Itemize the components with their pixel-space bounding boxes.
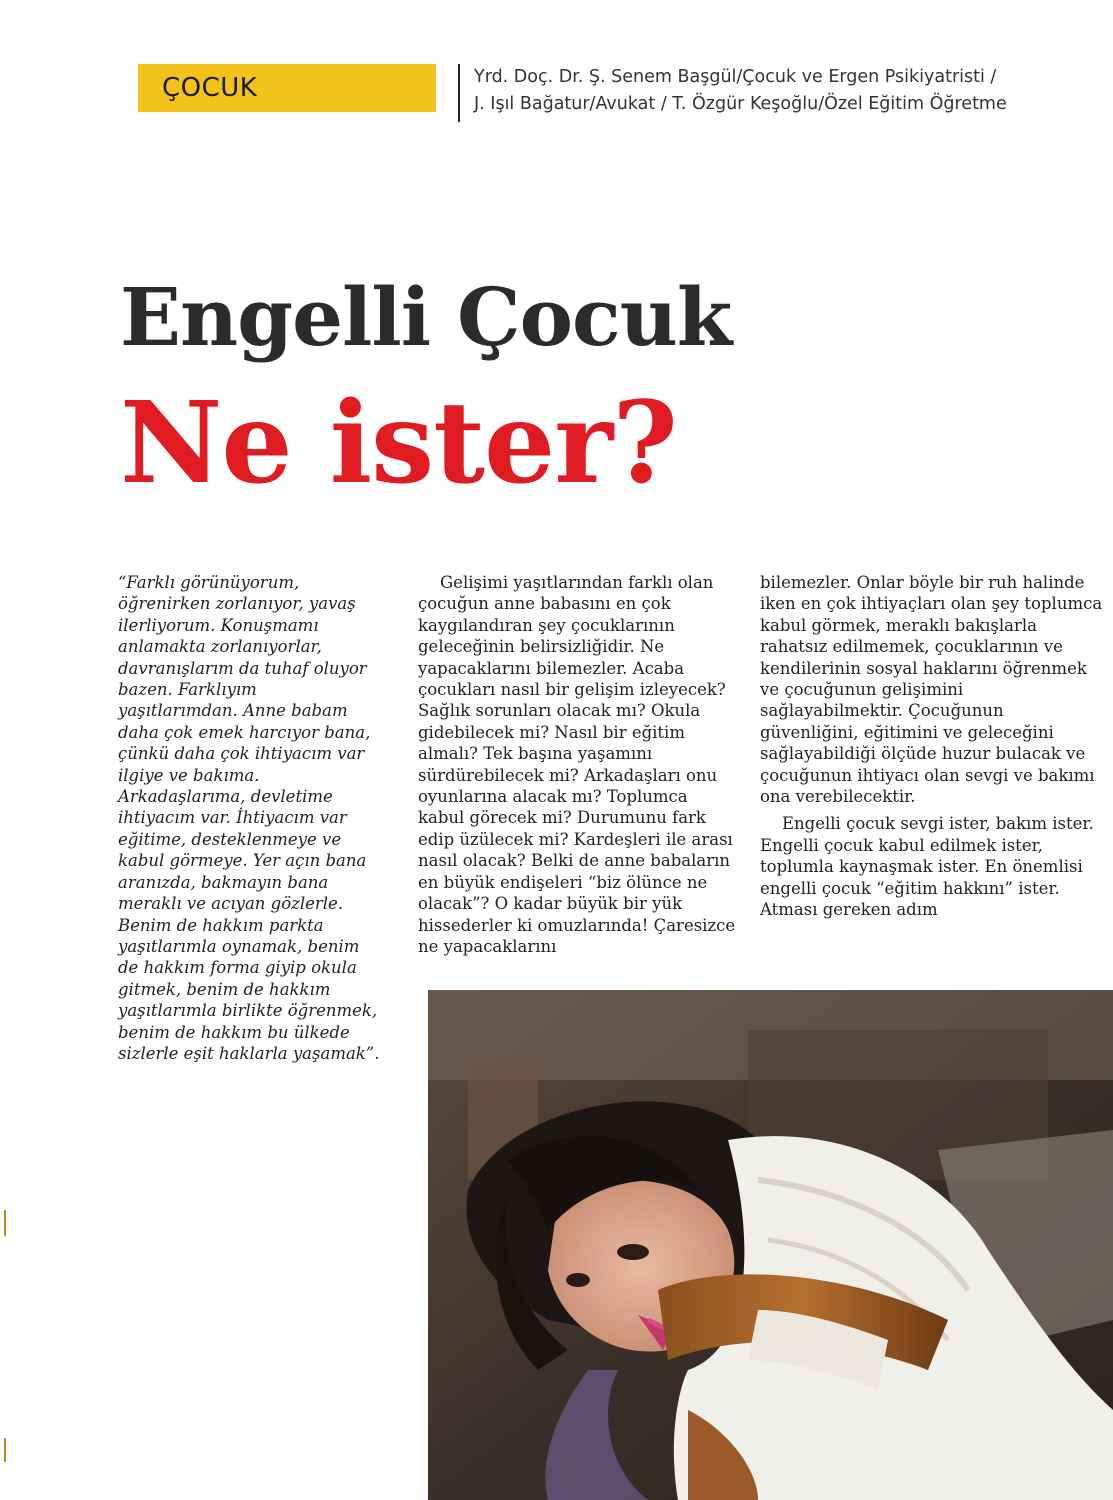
body-paragraph: Engelli çocuk sevgi ister, bakım ister. Engelli çocuk kabul edilmek ister, toplumla kaynaşmak ister. En önemlisi engelli çocuk “eğitim hakkını” ister. Atması gereken adım: [760, 814, 1094, 920]
headline-line-2: Ne ister?: [120, 378, 677, 509]
article-column-2: [418, 572, 736, 957]
author-byline: [458, 64, 1113, 122]
margin-mark: [4, 1210, 6, 1236]
section-tag: [138, 64, 436, 112]
body-paragraph: bilemezler. Onlar böyle bir ruh halinde iken en çok ihtiyaçları olan şey toplumca kabul görmek, meraklı bakışlarla rahatsız edilmemek, çocuklarının ve kendilerinin sosyal haklarını öğrenmek ve çocuğunun gelişimini sağlayabilmektir. Çocuğunun güvenliğini, eğitimini ve geleceğini sağlayabildiği ölçüde huzur bulacak ve çocuğunun ihtiyacı olan sevgi ve bakımı ona verebilecektir.: [760, 573, 1103, 807]
margin-mark: [4, 1438, 6, 1462]
byline-line-2: J. Işıl Bağatur/Avukat / T. Özgür Keşoğlu/Özel Eğitim Öğretme: [474, 94, 1007, 114]
byline-line-1: Yrd. Doç. Dr. Ş. Senem Başgül/Çocuk ve Ergen Psikiyatristi /: [474, 67, 997, 87]
child-photo-illustration: [428, 990, 1113, 1500]
headline-line-1: Engelli Çocuk: [120, 270, 732, 364]
section-label: ÇOCUK: [162, 73, 258, 103]
article-column-3: [760, 572, 1105, 921]
child-photo: [428, 990, 1113, 1500]
body-paragraph: Gelişimi yaşıtlarından farklı olan çocuğun anne babasını en çok kaygılandıran şey çocuklarının geleceğinin belirsizliğidir. Ne yapacaklarını bilemezler. Acaba çocukları nasıl bir gelişim izleyecek? Sağlık sorunları olacak mı? Okula gidebilecek mi? Nasıl bir eğitim almalı? Tek başına yaşamını sürdürebilecek mi? Arkadaşları onu oyunlarına alacak mı? Toplumca kabul görecek mi? Durumunu fark edip üzülecek mi? Kardeşleri ile arası nasıl olacak? Belki de anne babaların en büyük endişeleri “biz ölünce ne olacak”? O kadar büyük bir yük hissederler ki omuzlarında! Çaresizce ne yapacaklarını: [418, 573, 736, 956]
quote-text: “Farklı görünüyorum, öğrenirken zorlanıyor, yavaş ilerliyorum. Konuşmamı anlamakta zorlanıyorlar, davranışlarım da tuhaf oluyor bazen. Farklıyım yaşıtlarımdan. Anne babam daha çok emek harcıyor bana, çünkü daha çok ihtiyacım var ilgiye ve bakıma. Arkadaşlarıma, devletime ihtiyacım var. İhtiyacım var eğitime, desteklenmeye ve kabul görmeye. Yer açın bana aranızda, bakmayın bana meraklı ve acıyan gözlerle. Benim de hakkım parkta yaşıtlarımla oynamak, benim de hakkım forma giyip okula gitmek, benim de hakkım yaşıtlarımla birlikte öğrenmek, benim de hakkım bu ülkede sizlerle eşit haklarla yaşamak”.: [118, 573, 380, 1063]
child-quote: [118, 572, 380, 1064]
